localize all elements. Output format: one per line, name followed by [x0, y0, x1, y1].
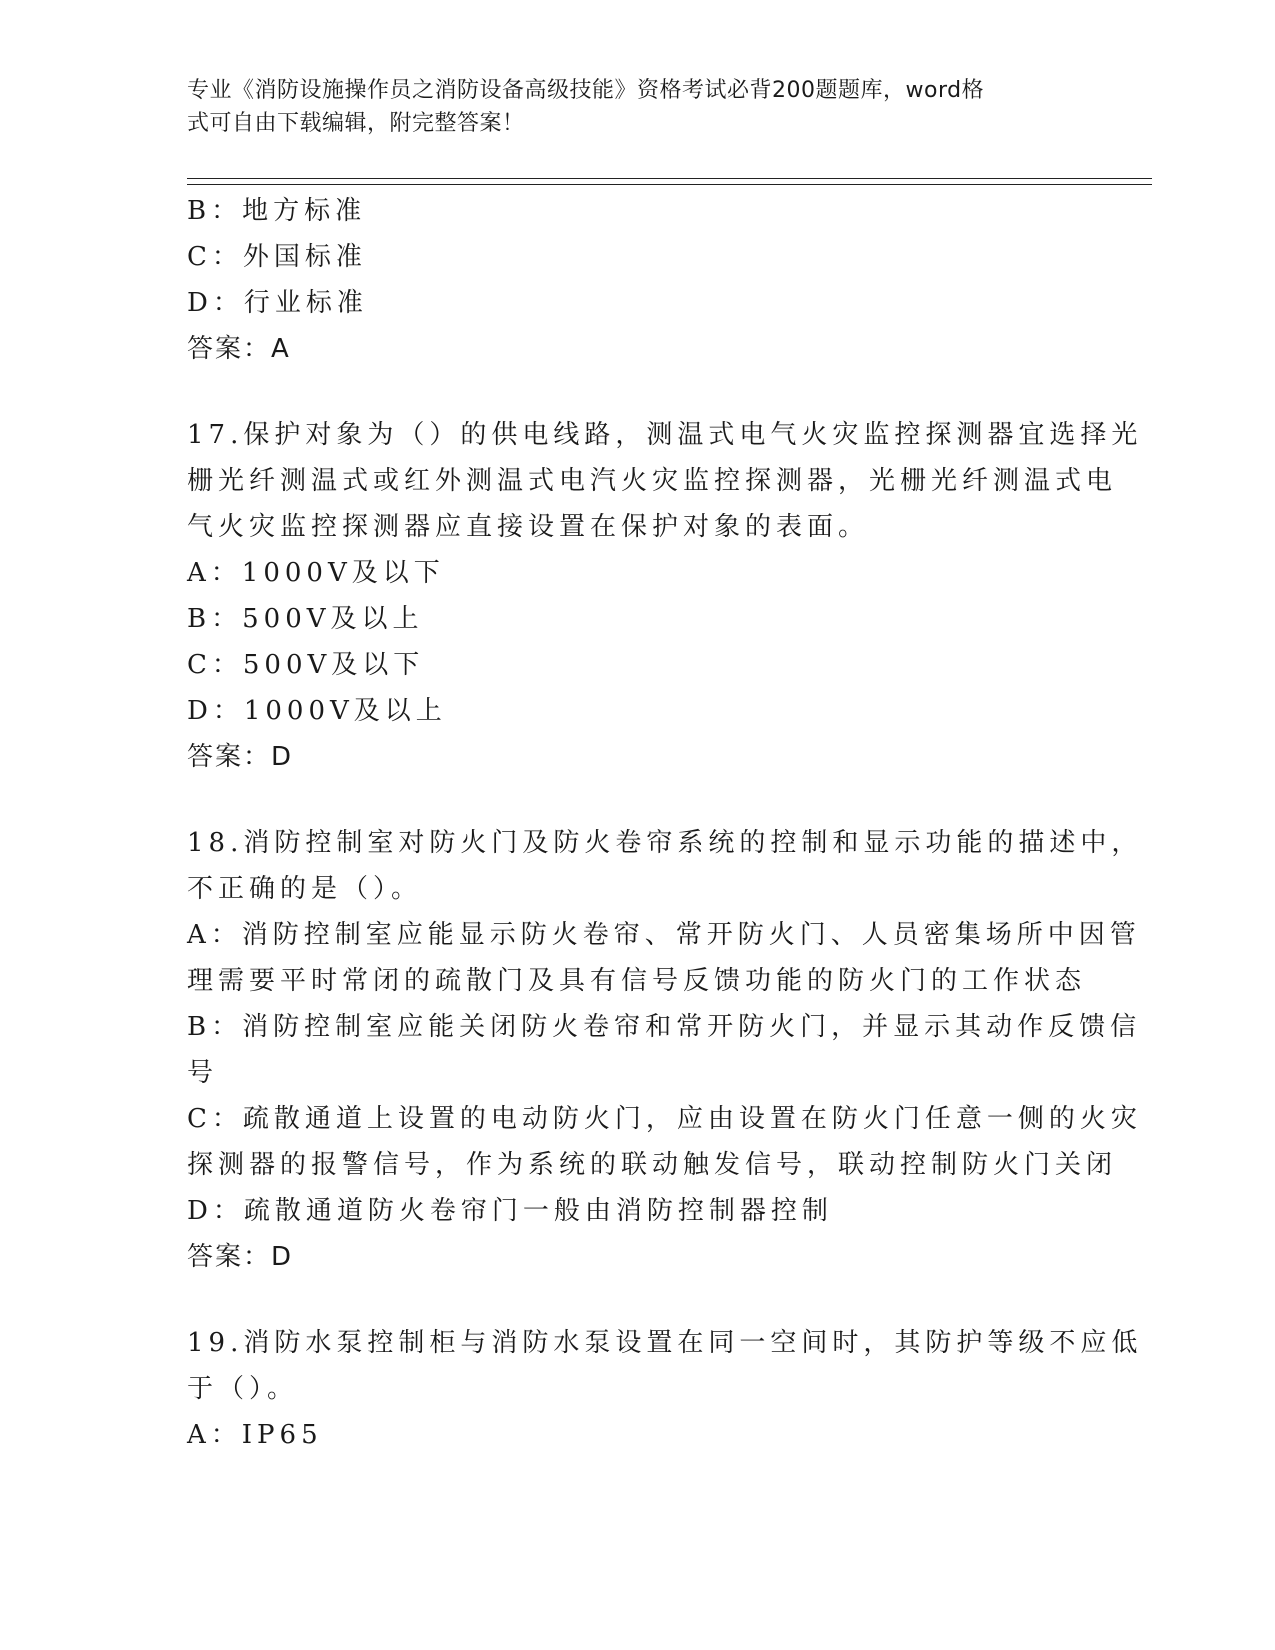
option-b: B：消防控制室应能关闭防火卷帘和常开防火门，并显示其动作反馈信 [187, 1012, 1142, 1042]
option-a-cont: 理需要平时常闭的疏散门及具有信号反馈功能的防火门的工作状态 [187, 966, 1087, 996]
option-b: B：500V及以上 [187, 604, 424, 634]
option-c: C：疏散通道上设置的电动防火门，应由设置在防火门任意一侧的火灾 [187, 1104, 1142, 1134]
header-rule-top [187, 178, 1152, 179]
question-stem-line: 18.消防控制室对防火门及防火卷帘系统的控制和显示功能的描述中， [187, 828, 1143, 858]
option-d: D：1000V及以上 [187, 696, 447, 726]
question-19 [187, 1320, 1143, 1458]
option-d: D：疏散通道防火卷帘门一般由消防控制器控制 [187, 1196, 833, 1226]
option-a: A：1000V及以下 [187, 558, 445, 588]
header-line-1: 专业《消防设施操作员之消防设备高级技能》资格考试必背200题题库，word格 [187, 78, 985, 103]
question-17 [187, 412, 1143, 780]
question-stem-line: 栅光纤测温式或红外测温式电汽火灾监控探测器，光栅光纤测温式电 [187, 466, 1118, 496]
question-stem-line: 气火灾监控探测器应直接设置在保护对象的表面。 [187, 512, 870, 542]
option-c-cont: 探测器的报警信号，作为系统的联动触发信号，联动控制防火门关闭 [187, 1150, 1118, 1180]
answer: 答案：D [187, 742, 294, 772]
question-stem-line: 不正确的是（）。 [187, 874, 423, 904]
document-header [187, 74, 1067, 140]
answer: 答案：D [187, 1242, 294, 1272]
question-16-tail [187, 188, 1087, 372]
option-c: C：500V及以下 [187, 650, 425, 680]
answer: 答案：A [187, 334, 291, 364]
option-a: A：消防控制室应能显示防火卷帘、常开防火门、人员密集场所中因管 [187, 920, 1141, 950]
option-b: B：地方标准 [187, 196, 367, 226]
question-stem-line: 17.保护对象为（）的供电线路，测温式电气火灾监控探测器宜选择光 [187, 420, 1143, 450]
option-a: A：IP65 [187, 1420, 323, 1450]
option-d: D：行业标准 [187, 288, 368, 318]
question-stem-line: 19.消防水泵控制柜与消防水泵设置在同一空间时，其防护等级不应低 [187, 1328, 1143, 1358]
option-b-cont: 号 [187, 1058, 219, 1088]
header-rule-bottom [187, 184, 1152, 185]
option-c: C：外国标准 [187, 242, 367, 272]
question-stem-line: 于（）。 [187, 1374, 299, 1404]
header-line-2: 式可自由下载编辑，附完整答案！ [187, 111, 525, 136]
question-content [187, 188, 1143, 1458]
question-18 [187, 820, 1143, 1280]
